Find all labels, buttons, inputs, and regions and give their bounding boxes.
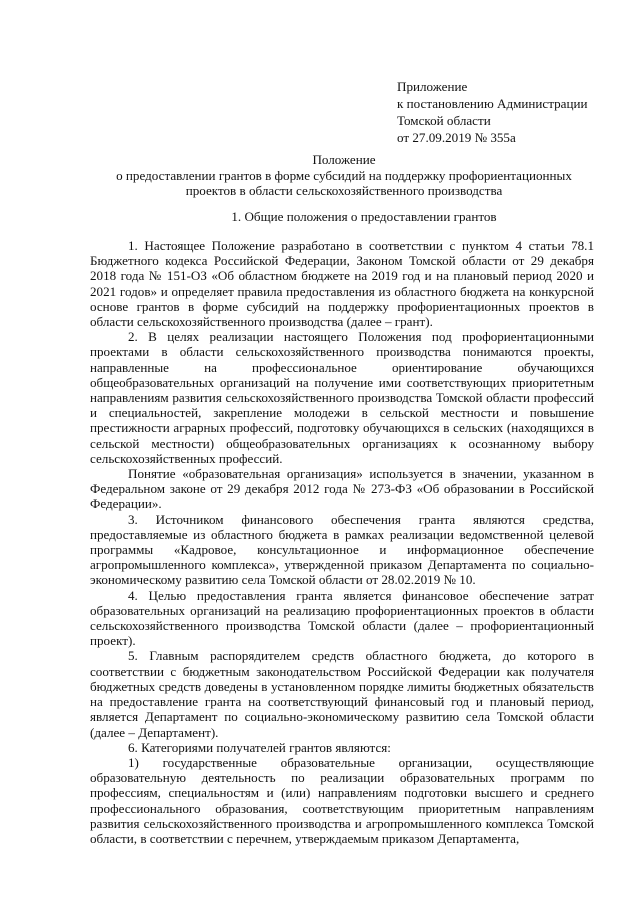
paragraph: 3. Источником финансового обеспечения гранта являются средства, предоставляемые из областного бюджета в рамках реализации ведомственной целевой программы «Кадровое, консультационное и информационное обеспечение агропромышленного комплекса», утвержденной приказом Департамента по социально-экономическому развитию села Томской области от 28.02.2019 № 10. <box>90 511 594 588</box>
paragraph: 2. В целях реализации настоящего Положения под профориентационными проектами в области сельскохозяйственного производства понимаются проекты, направленные на профессиональное ориентирование обучающихся общеобразовательных организаций на получение ими соответствующих приоритетным направлениям развития сельскохозяйственного производства Томской области профессий и специальностей, закрепление молодежи в сельской местности и повышение престижности аграрных профессий, подготовку обучающихся в сельских (находящихся в сельской местности) общеобразовательных организациях к осознанному выбору сельскохозяйственных профессий. <box>90 329 594 466</box>
paragraph: 1. Настоящее Положение разработано в соответствии с пунктом 4 статьи 78.1 Бюджетного кодекса Российской Федерации, Законом Томской области от 29 декабря 2018 года № 151-ОЗ «Об областном бюджете на 2019 год и на плановый период 2020 и 2021 годов» и определяет правила предоставления из областного бюджета на конкурсной основе грантов в форме субсидий на поддержку профориентационных проектов в области сельскохозяйственного производства (далее – грант). <box>90 238 594 330</box>
title-line: о предоставлении грантов в форме субсидий на поддержку профориентационных <box>116 167 572 183</box>
paragraph: Понятие «образовательная организация» используется в значении, указанном в Федеральном законе от 29 декабря 2012 года № 273-ФЗ «Об образовании в Российской Федерации». <box>90 466 594 512</box>
paragraph: 1) государственные образовательные организации, осуществляющие образовательную деятельность по реализации образовательных программ по профессиям, специальностям и (или) направлениям подготовки высшего и среднего профессионального образования, соответствующим приоритетным направлениям развития сельскохозяйственного производства и агропромышленного комплекса Томской области, в соответствии с перечнем, утверждаемым приказом Департамента, <box>90 754 594 846</box>
appendix-line: от 27.09.2019 № 355а <box>397 130 516 145</box>
paragraph: 6. Категориями получателей грантов являются: <box>128 739 391 755</box>
paragraph: 4. Целью предоставления гранта является финансовое обеспечение затрат образовательных организаций на реализацию профориентационных проектов в области сельскохозяйственного производства Томской области (далее – профориентационный проект). <box>90 587 594 649</box>
appendix-line: к постановлению Администрации <box>397 96 588 111</box>
paragraph: 5. Главным распорядителем средств областного бюджета, до которого в соответствии с бюджетным законодательством Российской Федерации как получателя бюджетных средств доведены в установленном порядке лимиты бюджетных обязательств на предоставление гранта на соответствующий финансовый год и плановый период, является Департамент по социально-экономическому развитию села Томской области (далее – Департамент). <box>90 648 594 740</box>
appendix-line: Томской области <box>397 113 491 128</box>
document-body <box>90 238 594 846</box>
title-line: Положение <box>312 152 376 167</box>
document-title <box>100 152 588 199</box>
appendix-block <box>397 78 627 146</box>
title-line: проектов в области сельскохозяйственного производства <box>185 183 503 198</box>
appendix-line: Приложение <box>397 79 468 94</box>
section-heading: 1. Общие положения о предоставлении грантов <box>231 209 497 224</box>
